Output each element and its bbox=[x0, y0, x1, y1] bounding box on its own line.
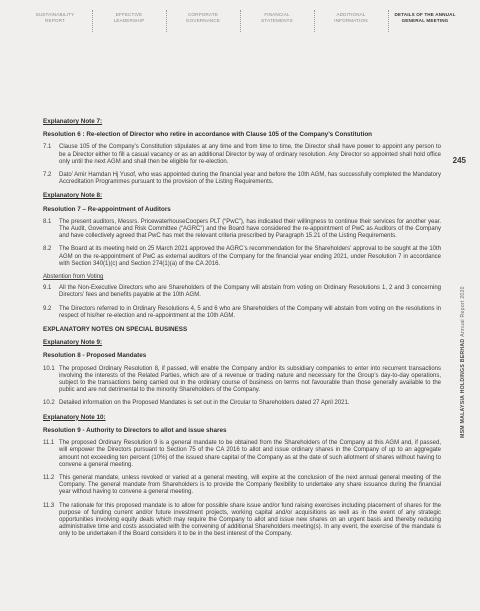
item-text: The proposed Ordinary Resolution 9 is a general mandate to be obtained from the Shareholders of the Company at this AGM and, if passed, will empower the Directors pursuant to Section 75 of the CA 2016 to allot and issue ordinary shares in the Company of up to an aggregate amount not exceeding ten percent (10%) of the issued share capital of the Company as at the date of such allotment of shares without having to convene a general meeting. bbox=[59, 440, 441, 468]
item-text: The present auditors, Messrs. PricewaterhouseCoopers PLT (“PwC”), has indicated their willingness to continue their services for another year. The Audit, Governance and Risk Committee (“AGRC”) and the Board have considered the re-appointment of PwC as Auditors of the Company and have collectively agreed that PwC has met the relevant criteria prescribed by Paragraph 15.21 of the Listing Requirements. bbox=[59, 218, 441, 240]
side-report-label bbox=[460, 168, 472, 438]
list-item bbox=[43, 285, 441, 299]
item-number: 11.2 bbox=[43, 474, 55, 481]
nav-tab-line: REPORT bbox=[45, 18, 65, 23]
item-number: 11.1 bbox=[43, 440, 55, 447]
note-8-title: Explanatory Note 8: bbox=[43, 192, 103, 200]
item-number: 10.1 bbox=[43, 365, 55, 372]
nav-tab-agm-details[interactable] bbox=[388, 10, 462, 24]
resolution-6-title: Resolution 6 : Re-election of Director who retire in accordance with Clause 105 of the Company’s Constitution bbox=[43, 131, 373, 139]
top-navigation bbox=[18, 10, 462, 34]
note-9-title: Explanatory Note 9: bbox=[43, 339, 103, 347]
nav-tab-line: DETAILS OF THE ANNUAL bbox=[394, 12, 456, 17]
item-text: All the Non-Executive Directors who are Shareholders of the Company will abstain from voting on Ordinary Resolutions 1, 2 and 3 concerning Directors’ fees and benefits payable at the 10th AGM. bbox=[59, 285, 441, 299]
item-text: This general mandate, unless revoked or varied at a general meeting, will expire at the conclusion of the next annual general meeting of the Company. The general mandate from Shareholders is to provide the Company flexibility to undertake any share issuance during the financial year without having to convene a general meeting. bbox=[59, 474, 441, 496]
item-text: Detailed information on the Proposed Mandates is set out in the Circular to Shareholders dated 27 April 2021. bbox=[59, 400, 350, 407]
page-number: 245 bbox=[452, 156, 466, 165]
item-number: 8.2 bbox=[43, 246, 52, 253]
note-7-title: Explanatory Note 7: bbox=[43, 118, 103, 125]
abstention-subheading: Abstention from Voting bbox=[43, 274, 104, 281]
company-name: MSM MALAYSIA HOLDINGS BERHAD bbox=[460, 338, 466, 438]
report-name: Annual Report 2020 bbox=[460, 286, 466, 337]
nav-tab-financial-statements[interactable] bbox=[240, 10, 314, 24]
item-text: Dato’ Amir Hamdan Hj Yusof, who was appointed during the financial year and before the 10th AGM, has successfully completed the Mandatory Accreditation Programmes pursuant to the provision of the Listing Requirements. bbox=[59, 172, 441, 186]
nav-tab-corporate-governance[interactable] bbox=[166, 10, 240, 24]
list-item bbox=[43, 400, 441, 407]
resolution-9-title: Resolution 9 - Authority to Directors to allot and issue shares bbox=[43, 426, 227, 434]
item-number: 8.1 bbox=[43, 218, 52, 225]
nav-tab-line: EFFECTIVE bbox=[115, 12, 143, 17]
nav-tab-line: GOVERNANCE bbox=[185, 18, 221, 23]
nav-tab-additional-information[interactable] bbox=[314, 10, 388, 24]
document-body bbox=[43, 118, 441, 545]
nav-tab-line: LEADERSHIP bbox=[113, 18, 145, 23]
list-item bbox=[43, 172, 441, 186]
note-10-title: Explanatory Note 10: bbox=[43, 413, 106, 421]
nav-tab-line: FINANCIAL bbox=[264, 12, 290, 17]
resolution-8-title: Resolution 8 - Proposed Mandates bbox=[43, 352, 147, 360]
nav-tab-line: INFORMATION bbox=[334, 18, 368, 23]
nav-tab-line: GENERAL MEETING bbox=[401, 18, 449, 23]
item-text: The proposed Ordinary Resolution 8, if passed, will enable the Company and/or its subsidiary companies to enter into recurrent transactions involving the interests of the Related Parties, which are of a revenue or trading nature and necessary for the Group’s day-to-day operations, subject to the transactions being carried out in the ordinary course of business on terms not favourable than those generally available to the public and are not detrimental to the minority Shareholders of the Company. bbox=[59, 365, 441, 394]
nav-tab-line: CORPORATE bbox=[187, 12, 219, 17]
list-item bbox=[43, 503, 441, 539]
special-business-heading: EXPLANATORY NOTES ON SPECIAL BUSINESS bbox=[43, 326, 188, 334]
nav-tab-effective-leadership[interactable] bbox=[92, 10, 166, 24]
list-item bbox=[43, 440, 441, 469]
list-item bbox=[43, 306, 441, 320]
nav-tab-line: SUSTAINABILITY bbox=[35, 12, 75, 17]
item-text: The Board at its meeting held on 25 March 2021 approved the AGRC’s recommendation for the Shareholders’ approval to be sought at the 10th AGM on the re-appointment of PwC as external auditors of the Company for the financial year ending 2021, under Resolution 7 in accordance with Section 340(1)(c) and Section 274(1)(a) of the CA 2016. bbox=[59, 246, 441, 267]
resolution-7-title: Resolution 7 – Re-appointment of Auditors bbox=[43, 205, 171, 213]
list-item bbox=[43, 475, 441, 497]
item-number: 7.1 bbox=[43, 144, 52, 151]
list-item bbox=[43, 246, 441, 268]
nav-tab-line: ADDITIONAL bbox=[336, 12, 366, 17]
list-item bbox=[43, 219, 441, 241]
list-item bbox=[43, 144, 441, 166]
nav-tab-line: STATEMENTS bbox=[261, 18, 293, 23]
item-number: 9.2 bbox=[43, 305, 52, 312]
item-text: Clause 105 of the Company’s Constitution stipulates at any time and from time to time, the Director shall have power to appoint any person to be a Director either to fill a casual vacancy or as an additional Director by way of ordinary resolution. Any Director so appointed shall hold office only until the next AGM and shall then be eligible for re-election. bbox=[59, 144, 441, 165]
item-text: The Directors referred to in Ordinary Resolutions 4, 5 and 6 who are Shareholders of the Company will abstain from voting on the resolutions in respect of his/her re-election and re-appointment at the 10th AGM. bbox=[59, 305, 441, 319]
item-number: 7.2 bbox=[43, 172, 52, 179]
item-text: The rationale for this proposed mandate is to allow for possible share issue and/or fund raising exercises including placement of shares for the purpose of funding current and/or future investment projects, working capital and/or acquisitions as well as in the event of any strategic opportunities involving equity deals which may require the Company to allot and issue new shares on an urgent basis and thereby reducing administrative time and costs associated with the convening of additional Shareholders meeting(s). In any event, the exercise of the mandate is only to be undertaken if the Board considers it to be in the best interest of the Company. bbox=[59, 502, 441, 538]
nav-tab-sustainability-report[interactable] bbox=[18, 10, 92, 24]
item-number: 9.1 bbox=[43, 285, 52, 292]
list-item bbox=[43, 366, 441, 395]
item-number: 10.2 bbox=[43, 400, 55, 407]
item-number: 11.3 bbox=[43, 502, 55, 509]
